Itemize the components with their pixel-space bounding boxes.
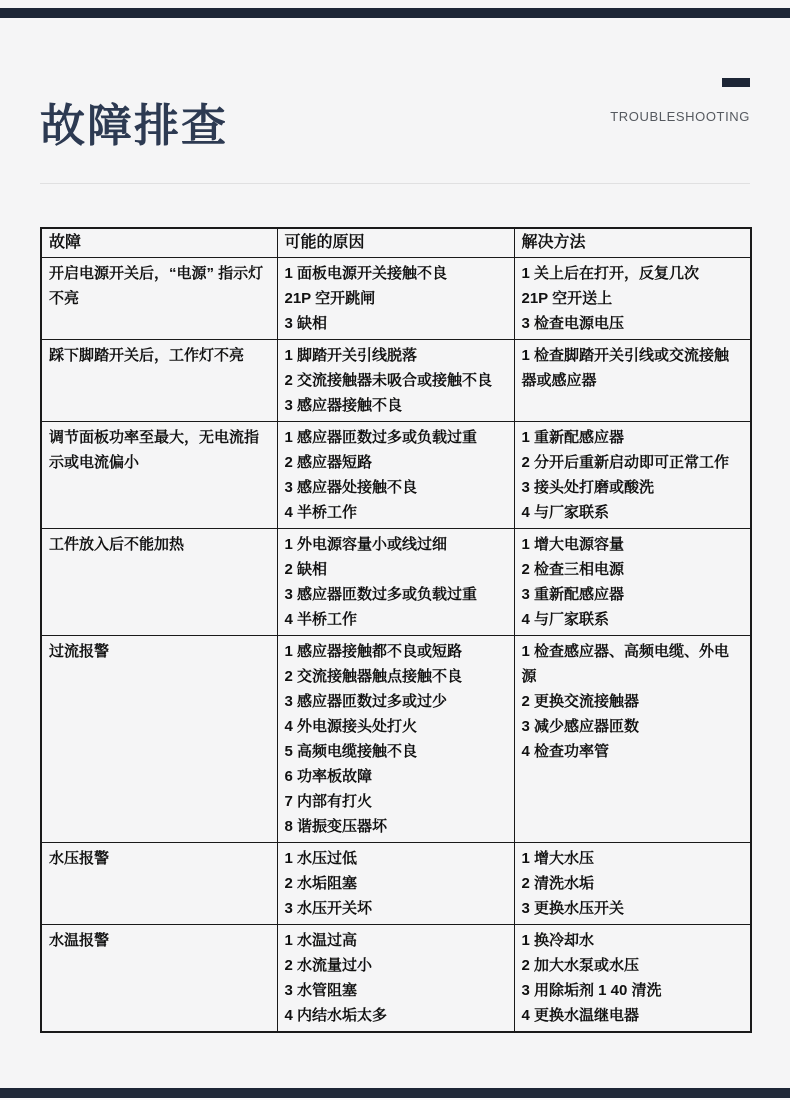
- cause-line: 2 水垢阻塞: [284, 875, 358, 892]
- fault-cell: [41, 258, 277, 340]
- solution-line: 2 分开后重新启动即可正常工作: [521, 454, 730, 471]
- cause-line: 3 感应器匝数过多或过少: [284, 693, 448, 710]
- solution-cell: [514, 636, 751, 843]
- solution-cell: [514, 843, 751, 925]
- table-row: [41, 529, 751, 636]
- solution-line: 3 检查电源电压: [521, 315, 625, 332]
- cause-line: 4 内结水垢太多: [284, 1007, 388, 1024]
- solution-line: 1 检查感应器、高频电缆、外电源: [521, 643, 730, 685]
- solution-cell: [514, 925, 751, 1033]
- solution-line: 3 减少感应器匝数: [521, 718, 640, 735]
- table-row: [41, 340, 751, 422]
- header-right: [610, 78, 750, 124]
- solution-line: 2 检查三相电源: [521, 561, 625, 578]
- cause-line: 1 感应器接触都不良或短路: [284, 643, 463, 660]
- troubleshooting-table-wrap: [40, 227, 750, 1033]
- solution-line: 1 关上后在打开，反复几次: [521, 265, 700, 282]
- solution-line: 4 与厂家联系: [521, 504, 610, 521]
- cause-line: 3 水管阻塞: [284, 982, 358, 999]
- cause-line: 1 面板电源开关接触不良: [284, 265, 448, 282]
- page-subtitle: TROUBLESHOOTING: [610, 109, 750, 124]
- cause-line: 2 交流接触器触点接触不良: [284, 668, 463, 685]
- cause-line: 1 脚踏开关引线脱落: [284, 347, 418, 364]
- troubleshooting-table: [40, 227, 752, 1033]
- cause-line: 3 缺相: [284, 315, 328, 332]
- cause-cell: [277, 636, 514, 843]
- fault-cell: [41, 843, 277, 925]
- cause-line: 21P 空开跳闸: [284, 290, 376, 307]
- cause-cell: [277, 843, 514, 925]
- table-header-row: [41, 228, 751, 258]
- solution-cell: [514, 529, 751, 636]
- fault-line: 工件放入后不能加热: [49, 536, 185, 553]
- bottom-accent-bar: [0, 1088, 790, 1098]
- solution-line: 1 重新配感应器: [521, 429, 625, 446]
- header-divider: [40, 183, 750, 184]
- solution-line: 21P 空开送上: [521, 290, 613, 307]
- cause-line: 1 水压过低: [284, 850, 358, 867]
- solution-line: 1 增大电源容量: [521, 536, 625, 553]
- column-header-causes: 可能的原因: [277, 228, 514, 258]
- cause-line: 1 感应器匝数过多或负载过重: [284, 429, 478, 446]
- table-row: [41, 422, 751, 529]
- table-row: [41, 843, 751, 925]
- solution-line: 2 更换交流接触器: [521, 693, 640, 710]
- cause-cell: [277, 529, 514, 636]
- cause-cell: [277, 258, 514, 340]
- cause-cell: [277, 925, 514, 1033]
- cause-line: 3 水压开关坏: [284, 900, 373, 917]
- solution-line: 2 加大水泵或水压: [521, 957, 640, 974]
- solution-line: 1 换冷却水: [521, 932, 595, 949]
- fault-line: 调节面板功率至最大，无电流指示或电流偏小: [49, 429, 260, 471]
- fault-line: 过流报警: [49, 643, 110, 660]
- solution-cell: [514, 258, 751, 340]
- cause-line: 6 功率板故障: [284, 768, 373, 785]
- cause-line: 4 半桥工作: [284, 504, 358, 521]
- cause-line: 8 谐振变压器坏: [284, 818, 388, 835]
- fault-line: 水压报警: [49, 850, 110, 867]
- fault-cell: [41, 422, 277, 529]
- solution-line: 4 检查功率管: [521, 743, 610, 760]
- fault-cell: [41, 636, 277, 843]
- solution-line: 2 清洗水垢: [521, 875, 595, 892]
- top-accent-bar: [0, 8, 790, 18]
- fault-cell: [41, 340, 277, 422]
- table-body: [41, 258, 751, 1033]
- table-row: [41, 636, 751, 843]
- solution-line: 1 检查脚踏开关引线或交流接触器或感应器: [521, 347, 730, 389]
- fault-line: 开启电源开关后，“电源” 指示灯不亮: [49, 265, 264, 307]
- cause-line: 4 外电源接头处打火: [284, 718, 418, 735]
- solution-line: 4 更换水温继电器: [521, 1007, 640, 1024]
- cause-line: 2 交流接触器未吸合或接触不良: [284, 372, 493, 389]
- solution-line: 4 与厂家联系: [521, 611, 610, 628]
- cause-line: 4 半桥工作: [284, 611, 358, 628]
- fault-cell: [41, 529, 277, 636]
- fault-line: 水温报警: [49, 932, 110, 949]
- cause-line: 1 外电源容量小或线过细: [284, 536, 448, 553]
- cause-line: 2 水流量过小: [284, 957, 373, 974]
- cause-line: 2 缺相: [284, 561, 328, 578]
- fault-cell: [41, 925, 277, 1033]
- solution-line: 3 用除垢剂 1 40 清洗: [521, 982, 662, 999]
- cause-cell: [277, 340, 514, 422]
- table-row: [41, 925, 751, 1033]
- cause-line: 3 感应器处接触不良: [284, 479, 418, 496]
- cause-line: 1 水温过高: [284, 932, 358, 949]
- table-row: [41, 258, 751, 340]
- solution-cell: [514, 340, 751, 422]
- cause-line: 3 感应器接触不良: [284, 397, 403, 414]
- solution-line: 3 接头处打磨或酸洗: [521, 479, 655, 496]
- dash-accent-icon: [722, 78, 750, 87]
- column-header-fault: 故障: [41, 228, 277, 258]
- cause-cell: [277, 422, 514, 529]
- cause-line: 7 内部有打火: [284, 793, 373, 810]
- cause-line: 2 感应器短路: [284, 454, 373, 471]
- page-title: 故障排查: [40, 100, 229, 152]
- solution-cell: [514, 422, 751, 529]
- cause-line: 5 高频电缆接触不良: [284, 743, 418, 760]
- solution-line: 3 更换水压开关: [521, 900, 625, 917]
- cause-line: 3 感应器匝数过多或负载过重: [284, 586, 478, 603]
- solution-line: 3 重新配感应器: [521, 586, 625, 603]
- solution-line: 1 增大水压: [521, 850, 595, 867]
- fault-line: 踩下脚踏开关后，工作灯不亮: [49, 347, 245, 364]
- column-header-solutions: 解决方法: [514, 228, 751, 258]
